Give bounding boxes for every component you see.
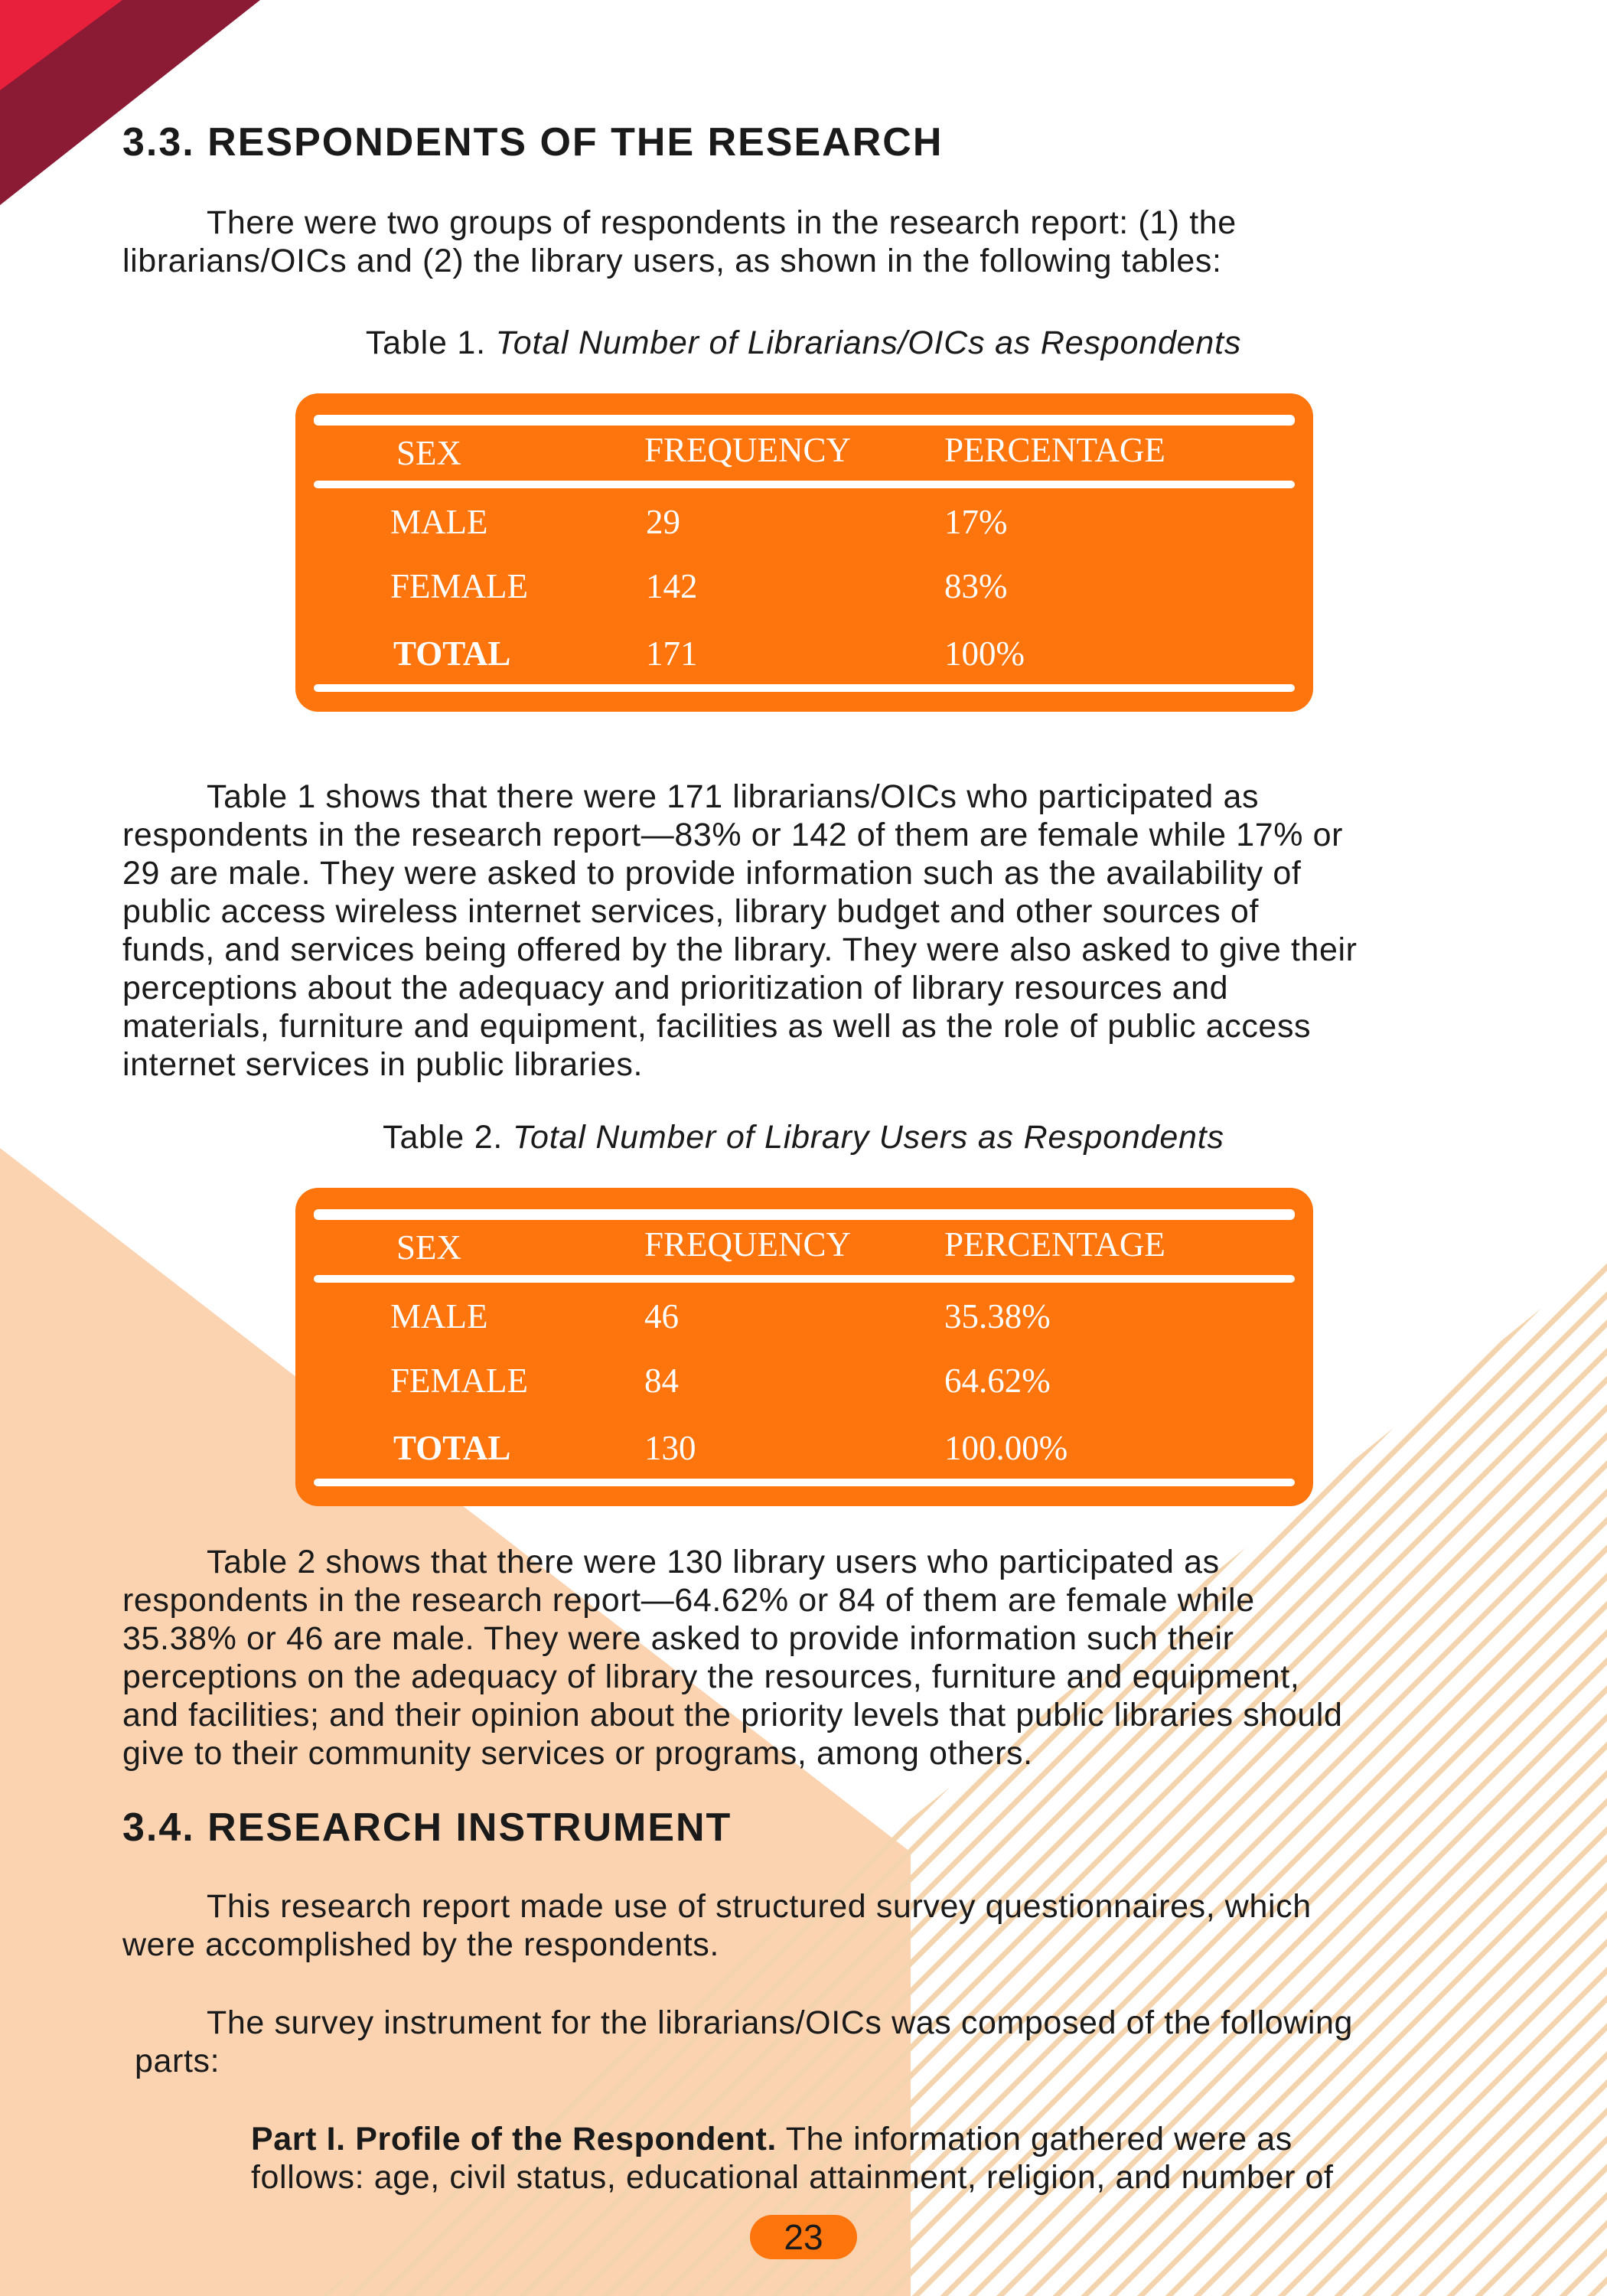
text-line: and facilities; and their opinion about the priority levels that public libraries should bbox=[122, 1697, 1343, 1733]
text-line: internet services in public libraries. bbox=[122, 1046, 644, 1083]
table2-header-frequency: FREQUENCY bbox=[644, 1225, 852, 1264]
part1-paragraph bbox=[251, 2120, 1508, 2197]
text-line: Table 2 shows that there were 130 library users who participated as bbox=[207, 1544, 1220, 1580]
text-line: perceptions on the adequacy of library the resources, furniture and equipment, bbox=[122, 1658, 1300, 1695]
table-bottom-rule bbox=[314, 684, 1295, 692]
table2-row-female-frequency: 84 bbox=[644, 1362, 679, 1400]
intro-line: librarians/OICs and (2) the library users, as shown in the following tables: bbox=[122, 243, 1222, 279]
table1-header-sex: SEX bbox=[396, 434, 462, 472]
instrument-paragraph-2 bbox=[122, 2004, 1508, 2080]
instrument-paragraph-1 bbox=[122, 1887, 1508, 1964]
section-heading-3-3: 3.3. RESPONDENTS OF THE RESEARCH bbox=[122, 120, 944, 165]
table1-row-total-frequency: 171 bbox=[646, 634, 698, 673]
text-line: 29 are male. They were asked to provide information such as the availability of bbox=[122, 855, 1302, 892]
table1-row-male-sex: MALE bbox=[390, 503, 488, 541]
text-line: respondents in the research report—83% or 142 of them are female while 17% or bbox=[122, 817, 1344, 853]
table1-header-frequency: FREQUENCY bbox=[644, 431, 852, 469]
table2-caption-prefix: Table 2. bbox=[383, 1119, 513, 1156]
table1-caption-prefix: Table 1. bbox=[365, 325, 496, 361]
text-line: 35.38% or 46 are male. They were asked to provide information such their bbox=[122, 1620, 1234, 1657]
text-line: The survey instrument for the librarians/OICs was composed of the following bbox=[207, 2004, 1354, 2041]
table-bottom-rule bbox=[314, 1479, 1295, 1486]
text-line: materials, furniture and equipment, facilities as well as the role of public access bbox=[122, 1008, 1312, 1045]
text-line: public access wireless internet services, library budget and other sources of bbox=[122, 893, 1259, 930]
table1-header-percentage: PERCENTAGE bbox=[944, 431, 1165, 469]
table2-row-total-frequency: 130 bbox=[644, 1429, 696, 1467]
table1-row-total-sex: TOTAL bbox=[393, 634, 511, 673]
table2-row-male-sex: MALE bbox=[390, 1297, 488, 1336]
table2-discussion bbox=[122, 1543, 1508, 1773]
table-top-rule bbox=[314, 1209, 1295, 1220]
text-line: follows: age, civil status, educational attainment, religion, and number of bbox=[251, 2159, 1334, 2196]
table1-caption bbox=[0, 325, 1607, 362]
table-top-rule bbox=[314, 415, 1295, 426]
table2-row-male-percentage: 35.38% bbox=[944, 1297, 1051, 1336]
text-line: parts: bbox=[135, 2043, 220, 2079]
text-line: Table 1 shows that there were 171 librarians/OICs who participated as bbox=[207, 778, 1260, 815]
table2-row-total-percentage: 100.00% bbox=[944, 1429, 1068, 1467]
text-line: respondents in the research report—64.62% or 84 of them are female while bbox=[122, 1582, 1255, 1619]
text-line: funds, and services being offered by the library. They were also asked to give their bbox=[122, 931, 1358, 968]
text-line: perceptions about the adequacy and prioritization of library resources and bbox=[122, 970, 1229, 1006]
table1-row-female-sex: FEMALE bbox=[390, 567, 528, 605]
table1-row-female-frequency: 142 bbox=[646, 567, 698, 605]
part1-label: Part I. Profile of the Respondent. bbox=[251, 2121, 777, 2157]
intro-line: There were two groups of respondents in the research report: (1) the bbox=[207, 204, 1237, 241]
table2-header-sex: SEX bbox=[396, 1228, 462, 1267]
text-line bbox=[251, 2120, 1508, 2158]
table1 bbox=[295, 393, 1313, 712]
text-line: give to their community services or programs, among others. bbox=[122, 1735, 1033, 1772]
table1-row-male-frequency: 29 bbox=[646, 503, 680, 541]
intro-paragraph bbox=[122, 204, 1508, 280]
table2-row-female-sex: FEMALE bbox=[390, 1362, 528, 1400]
table1-caption-title: Total Number of Librarians/OICs as Respondents bbox=[495, 325, 1242, 361]
table1-row-female-percentage: 83% bbox=[944, 567, 1008, 605]
table1-row-total-percentage: 100% bbox=[944, 634, 1025, 673]
page-number: 23 bbox=[750, 2215, 857, 2259]
table2-header-percentage: PERCENTAGE bbox=[944, 1225, 1165, 1264]
table-header-rule bbox=[314, 481, 1295, 488]
table2-row-female-percentage: 64.62% bbox=[944, 1362, 1051, 1400]
table1-discussion bbox=[122, 778, 1508, 1084]
table2-row-male-frequency: 46 bbox=[644, 1297, 679, 1336]
table-header-rule bbox=[314, 1275, 1295, 1283]
text-line: This research report made use of structured survey questionnaires, which bbox=[207, 1888, 1312, 1925]
section-heading-3-4: 3.4. RESEARCH INSTRUMENT bbox=[122, 1805, 732, 1850]
table2-caption-title: Total Number of Library Users as Respondents bbox=[512, 1119, 1224, 1156]
table2-row-total-sex: TOTAL bbox=[393, 1429, 511, 1467]
table2 bbox=[295, 1188, 1313, 1506]
part1-line1-rest: The information gathered were as bbox=[776, 2121, 1292, 2157]
table1-row-male-percentage: 17% bbox=[944, 503, 1008, 541]
table2-caption bbox=[0, 1119, 1607, 1156]
text-line: were accomplished by the respondents. bbox=[122, 1926, 719, 1963]
